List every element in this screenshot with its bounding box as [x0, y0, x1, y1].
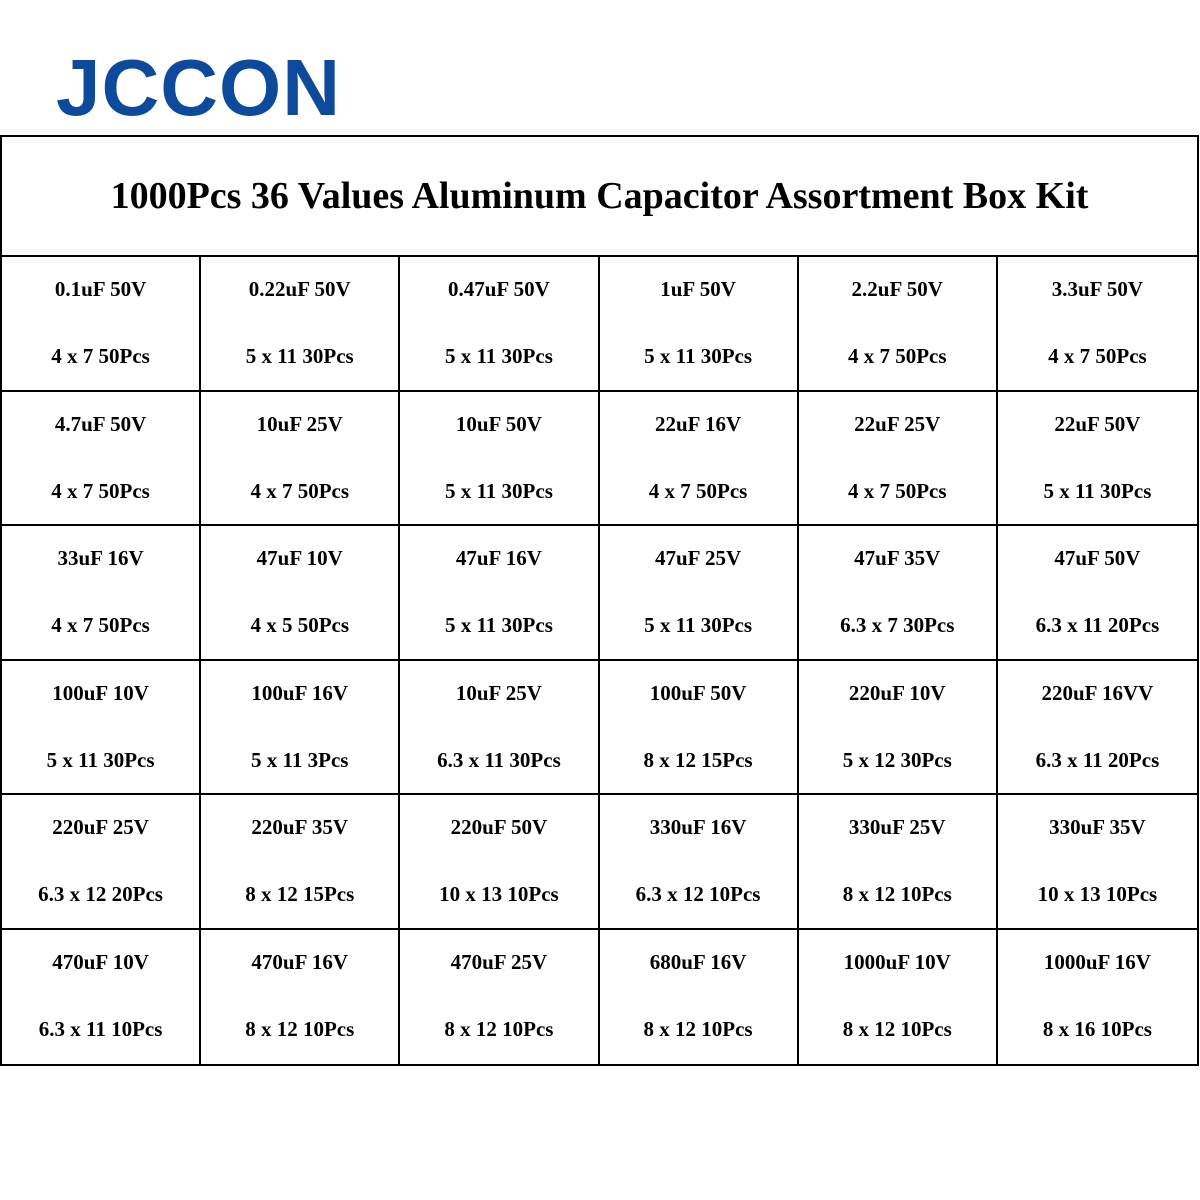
capacitor-value: 1uF 50V	[660, 277, 736, 301]
capacitor-spec: 5 x 11 30Pcs	[245, 344, 354, 368]
capacitor-value: 1000uF 10V	[843, 949, 951, 974]
capacitor-cell	[998, 392, 1197, 527]
capacitor-cell	[600, 661, 799, 796]
capacitor-cell	[600, 526, 799, 661]
capacitor-cell	[400, 795, 599, 930]
page-title: 1000Pcs 36 Values Aluminum Capacitor Assortment Box Kit	[110, 175, 1089, 217]
capacitor-spec: 5 x 11 3Pcs	[251, 747, 349, 772]
capacitor-value: 470uF 25V	[450, 949, 548, 974]
capacitor-value: 0.1uF 50V	[54, 277, 147, 301]
capacitor-cell	[400, 661, 599, 796]
capacitor-value: 680uF 16V	[649, 949, 747, 974]
capacitor-spec: 4 x 7 50Pcs	[51, 344, 150, 368]
capacitor-value: 220uF 25V	[52, 815, 149, 839]
capacitor-spec: 6.3 x 11 30Pcs	[437, 747, 561, 772]
capacitor-cell	[2, 795, 201, 930]
capacitor-value: 220uF 16VV	[1041, 680, 1154, 705]
capacitor-value: 22uF 50V	[1054, 411, 1141, 436]
capacitor-spec: 8 x 12 10Pcs	[842, 882, 952, 906]
capacitor-cell	[201, 392, 400, 527]
capacitor-cell	[998, 930, 1197, 1065]
capacitor-cell	[2, 257, 201, 392]
capacitor-spec: 4 x 7 50Pcs	[648, 478, 748, 503]
capacitor-cell	[201, 257, 400, 392]
capacitor-spec: 8 x 12 10Pcs	[643, 1016, 753, 1041]
capacitor-cell	[799, 661, 998, 796]
capacitor-value: 100uF 10V	[52, 680, 149, 705]
capacitor-value: 220uF 35V	[251, 815, 349, 839]
capacitor-spec: 8 x 12 15Pcs	[643, 747, 753, 772]
capacitor-cell	[600, 795, 799, 930]
capacitor-spec: 6.3 x 12 20Pcs	[38, 882, 163, 906]
capacitor-cell	[998, 526, 1197, 661]
capacitor-value: 47uF 10V	[256, 546, 343, 570]
capacitor-spec: 5 x 11 30Pcs	[444, 613, 553, 637]
capacitor-cell	[400, 930, 599, 1065]
capacitor-cell	[799, 930, 998, 1065]
capacitor-cell	[799, 392, 998, 527]
capacitor-cell	[998, 661, 1197, 796]
capacitor-spec: 5 x 11 30Pcs	[444, 478, 553, 503]
capacitor-spec: 6.3 x 7 30Pcs	[840, 613, 955, 637]
capacitor-value: 330uF 25V	[848, 815, 946, 839]
capacitor-grid	[2, 257, 1197, 1064]
capacitor-spec: 8 x 12 10Pcs	[842, 1016, 952, 1041]
capacitor-spec: 6.3 x 11 10Pcs	[38, 1016, 163, 1041]
capacitor-value: 470uF 16V	[251, 949, 349, 974]
capacitor-spec: 5 x 11 30Pcs	[1043, 478, 1152, 503]
capacitor-spec: 4 x 5 50Pcs	[250, 613, 350, 637]
capacitor-spec: 6.3 x 11 20Pcs	[1035, 613, 1160, 637]
capacitor-spec: 5 x 11 30Pcs	[644, 344, 753, 368]
capacitor-value: 0.22uF 50V	[248, 277, 351, 301]
capacitor-cell	[998, 257, 1197, 392]
capacitor-spec: 5 x 11 30Pcs	[644, 613, 753, 637]
capacitor-cell	[201, 795, 400, 930]
capacitor-spec: 4 x 7 50Pcs	[51, 613, 150, 637]
title-row	[2, 137, 1197, 257]
capacitor-cell	[600, 392, 799, 527]
capacitor-spec: 6.3 x 12 10Pcs	[635, 882, 761, 906]
capacitor-spec: 4 x 7 50Pcs	[847, 478, 947, 503]
capacitor-value: 330uF 35V	[1049, 815, 1146, 839]
capacitor-cell	[201, 930, 400, 1065]
capacitor-value: 1000uF 16V	[1043, 949, 1151, 974]
capacitor-spec: 4 x 7 50Pcs	[1048, 344, 1147, 368]
capacitor-value: 47uF 16V	[455, 546, 542, 570]
capacitor-cell	[998, 795, 1197, 930]
capacitor-value: 470uF 10V	[52, 949, 149, 974]
capacitor-value: 330uF 16V	[649, 815, 747, 839]
capacitor-cell	[2, 526, 201, 661]
capacitor-cell	[2, 930, 201, 1065]
capacitor-value: 22uF 16V	[655, 411, 742, 436]
capacitor-value: 22uF 25V	[854, 411, 941, 436]
capacitor-cell	[400, 526, 599, 661]
capacitor-spec: 4 x 7 50Pcs	[847, 344, 947, 368]
capacitor-value: 47uF 50V	[1054, 546, 1141, 570]
capacitor-spec: 4 x 7 50Pcs	[51, 478, 150, 503]
capacitor-spec: 10 x 13 10Pcs	[439, 882, 559, 906]
capacitor-cell	[201, 526, 400, 661]
capacitor-value: 220uF 50V	[450, 815, 548, 839]
capacitor-cell	[2, 661, 201, 796]
capacitor-value: 33uF 16V	[57, 546, 144, 570]
capacitor-spec: 5 x 12 30Pcs	[842, 747, 952, 772]
capacitor-value: 10uF 25V	[256, 411, 343, 436]
capacitor-spec: 8 x 12 15Pcs	[245, 882, 355, 906]
capacitor-cell	[400, 257, 599, 392]
assortment-sheet	[0, 135, 1199, 1066]
capacitor-spec: 8 x 16 10Pcs	[1042, 1016, 1152, 1041]
capacitor-value: 4.7uF 50V	[54, 411, 147, 436]
brand-logo: JCCON	[56, 43, 342, 132]
capacitor-spec: 10 x 13 10Pcs	[1037, 882, 1158, 906]
capacitor-value: 3.3uF 50V	[1051, 277, 1144, 301]
capacitor-cell	[2, 392, 201, 527]
capacitor-value: 100uF 16V	[251, 680, 349, 705]
capacitor-spec: 4 x 7 50Pcs	[250, 478, 350, 503]
capacitor-value: 47uF 35V	[854, 546, 941, 570]
capacitor-spec: 6.3 x 11 20Pcs	[1035, 747, 1160, 772]
capacitor-cell	[201, 661, 400, 796]
capacitor-spec: 5 x 11 30Pcs	[444, 344, 553, 368]
capacitor-value: 100uF 50V	[649, 680, 747, 705]
capacitor-value: 2.2uF 50V	[851, 277, 943, 301]
capacitor-spec: 8 x 12 10Pcs	[444, 1016, 554, 1041]
capacitor-cell	[600, 257, 799, 392]
capacitor-cell	[799, 257, 998, 392]
capacitor-value: 10uF 50V	[455, 411, 542, 436]
capacitor-spec: 5 x 11 30Pcs	[46, 747, 155, 772]
capacitor-cell	[400, 392, 599, 527]
capacitor-value: 47uF 25V	[655, 546, 742, 570]
capacitor-value: 220uF 10V	[848, 680, 946, 705]
capacitor-spec: 8 x 12 10Pcs	[245, 1016, 355, 1041]
capacitor-cell	[799, 795, 998, 930]
capacitor-cell	[600, 930, 799, 1065]
capacitor-value: 10uF 25V	[455, 680, 542, 705]
capacitor-value: 0.47uF 50V	[447, 277, 550, 301]
capacitor-cell	[799, 526, 998, 661]
